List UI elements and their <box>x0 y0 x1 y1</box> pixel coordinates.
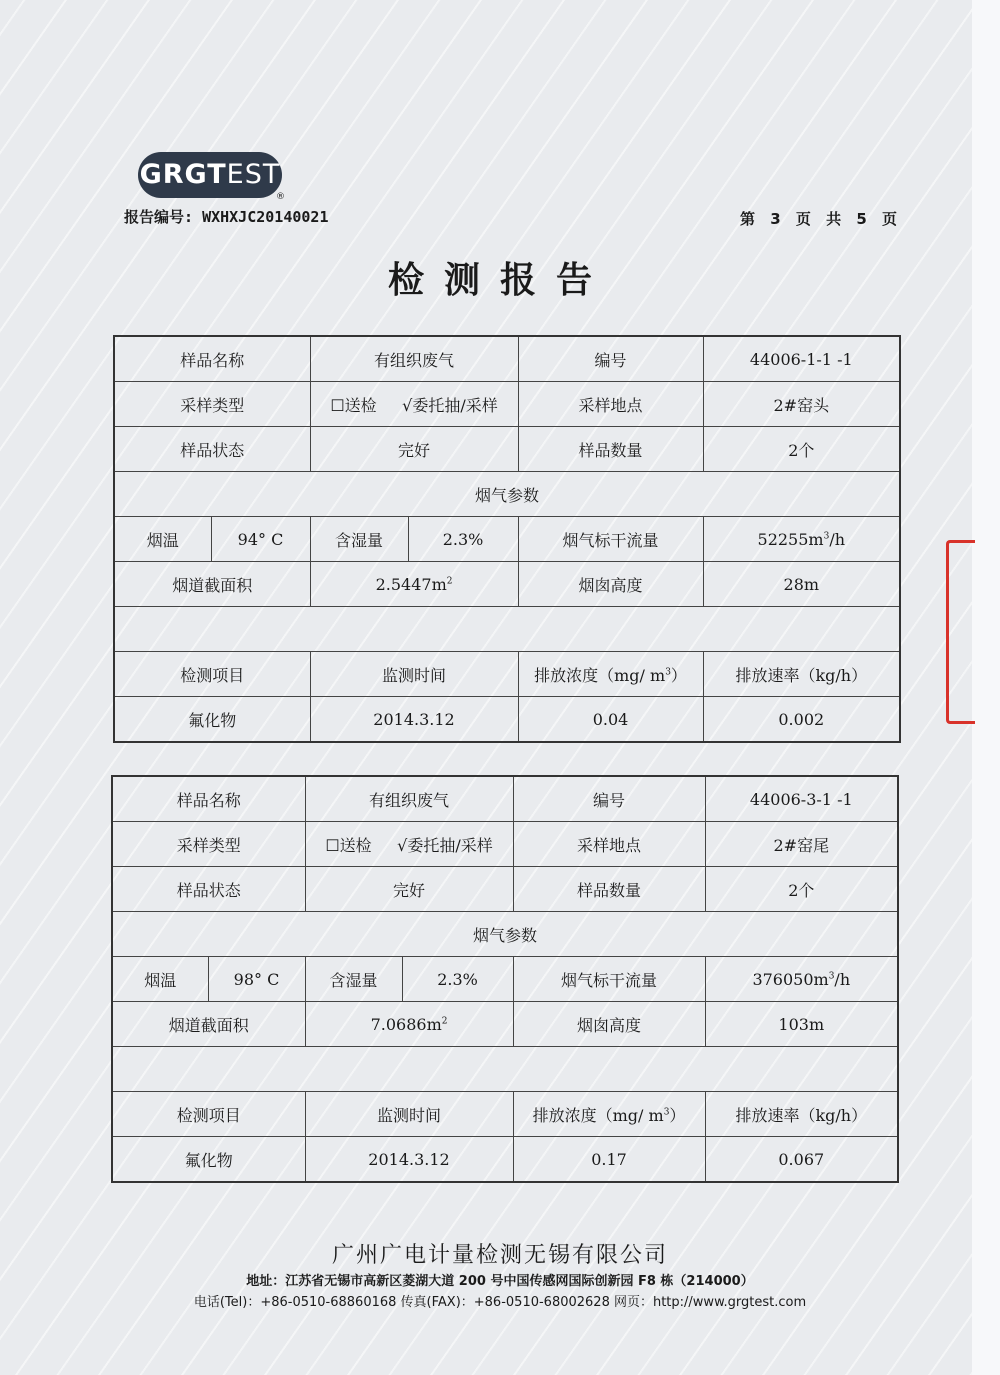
code-value: 44006-1-1 -1 <box>703 336 900 382</box>
table-row <box>112 1047 898 1092</box>
concentration-label-close: ） <box>670 665 687 685</box>
sample-name-value: 有组织废气 <box>305 776 513 822</box>
chimney-height-value: 28m <box>703 562 900 607</box>
table-row <box>112 776 898 822</box>
table-row <box>112 822 898 867</box>
table-row <box>112 1092 898 1137</box>
item-value: 氟化物 <box>112 1137 305 1183</box>
table-row <box>114 427 900 472</box>
concentration-label-text: 排放浓度（mg/ m <box>534 665 666 685</box>
item-label: 检测项目 <box>114 652 310 697</box>
duct-area-exponent: 2 <box>446 576 453 587</box>
flow-unit: /h <box>829 529 846 549</box>
flow-number: 52255m <box>757 529 824 549</box>
moisture-label: 含湿量 <box>310 517 408 562</box>
sample-state-value: 完好 <box>310 427 518 472</box>
flue-params-heading: 烟气参数 <box>114 472 900 517</box>
chimney-height-value: 103m <box>705 1002 898 1047</box>
table-row <box>112 1137 898 1183</box>
sample-state-label: 样品状态 <box>114 427 310 472</box>
table-row <box>114 517 900 562</box>
moisture-value: 2.3% <box>408 517 518 562</box>
rate-label: 排放速率（kg/h） <box>703 652 900 697</box>
concentration-value: 0.04 <box>518 697 703 743</box>
report-number-value: WXHXJC20140021 <box>202 208 329 226</box>
flow-exponent: 3 <box>823 531 830 542</box>
report-number <box>124 206 329 227</box>
time-label: 监测时间 <box>305 1092 513 1137</box>
sampling-type-option-submit: ☐送检 <box>325 835 372 855</box>
page-info: 第 3 页 共 5 页 <box>740 210 902 228</box>
red-stamp-fragment <box>946 540 975 724</box>
sampling-site-label: 采样地点 <box>518 382 703 427</box>
sampling-type-option-submit: ☐送检 <box>330 395 377 415</box>
chimney-height-label: 烟囱高度 <box>518 562 703 607</box>
duct-area-number: 7.0686m <box>370 1014 442 1034</box>
duct-area-number: 2.5447m <box>375 574 447 594</box>
rate-label: 排放速率（kg/h） <box>705 1092 898 1137</box>
concentration-value: 0.17 <box>513 1137 705 1183</box>
blank-row <box>114 607 900 652</box>
footer-company: 广州广电计量检测无锡有限公司 <box>331 1243 668 1268</box>
sampling-site-value: 2#窑头 <box>703 382 900 427</box>
flow-value <box>703 517 900 562</box>
duct-area-value <box>310 562 518 607</box>
sampling-type-option-entrusted: √委托抽/采样 <box>397 835 493 855</box>
footer-address: 地址：江苏省无锡市高新区菱湖大道 200 号中国传感网国际创新园 F8 栋（214000） <box>246 1274 754 1289</box>
table-row <box>112 1002 898 1047</box>
sampling-site-label: 采样地点 <box>513 822 705 867</box>
concentration-label-close: ） <box>669 1105 686 1125</box>
table-row <box>114 336 900 382</box>
sample-state-label: 样品状态 <box>112 867 305 912</box>
table-row <box>112 912 898 957</box>
sample-qty-label: 样品数量 <box>513 867 705 912</box>
time-label: 监测时间 <box>310 652 518 697</box>
duct-area-label: 烟道截面积 <box>112 1002 305 1047</box>
table-row <box>114 382 900 427</box>
rate-value: 0.067 <box>705 1137 898 1183</box>
flow-label: 烟气标干流量 <box>518 517 703 562</box>
sample-qty-label: 样品数量 <box>518 427 703 472</box>
sample-name-label: 样品名称 <box>114 336 310 382</box>
report-table-1 <box>113 335 901 743</box>
concentration-label <box>518 652 703 697</box>
footer-contact: 电话(Tel)：+86-0510-68860168 传真(FAX)：+86-0510-68002628 网页：http://www.grgtest.com <box>193 1295 807 1310</box>
rate-value: 0.002 <box>703 697 900 743</box>
item-label: 检测项目 <box>112 1092 305 1137</box>
code-value: 44006-3-1 -1 <box>705 776 898 822</box>
report-number-label: 报告编号: <box>124 208 194 226</box>
code-label: 编号 <box>518 336 703 382</box>
chimney-height-label: 烟囱高度 <box>513 1002 705 1047</box>
duct-area-value <box>305 1002 513 1047</box>
sampling-type-option-entrusted: √委托抽/采样 <box>402 395 498 415</box>
page-edge <box>972 0 1000 1375</box>
duct-area-label: 烟道截面积 <box>114 562 310 607</box>
blank-row <box>112 1047 898 1092</box>
flow-value <box>705 957 898 1002</box>
concentration-label-exponent: 3 <box>665 667 671 678</box>
flue-temp-label: 烟温 <box>114 517 211 562</box>
duct-area-exponent: 2 <box>441 1016 448 1027</box>
concentration-label-exponent: 3 <box>663 1107 670 1118</box>
flow-label: 烟气标干流量 <box>513 957 705 1002</box>
sampling-type-label: 采样类型 <box>114 382 310 427</box>
concentration-label <box>513 1092 705 1137</box>
logo-light-text: EST <box>226 159 281 190</box>
flue-temp-value: 94° C <box>211 517 310 562</box>
table-row <box>114 562 900 607</box>
item-value: 氟化物 <box>114 697 310 743</box>
flue-temp-value: 98° C <box>208 957 305 1002</box>
flow-exponent: 3 <box>828 971 835 982</box>
sampling-type-label: 采样类型 <box>112 822 305 867</box>
time-value: 2014.3.12 <box>310 697 518 743</box>
table-row <box>114 652 900 697</box>
table-row <box>114 697 900 743</box>
sample-name-label: 样品名称 <box>112 776 305 822</box>
moisture-label: 含湿量 <box>305 957 402 1002</box>
time-value: 2014.3.12 <box>305 1137 513 1183</box>
sample-qty-value: 2个 <box>703 427 900 472</box>
sampling-site-value: 2#窑尾 <box>705 822 898 867</box>
sampling-type-value <box>305 822 513 867</box>
flow-number: 376050m <box>752 969 829 989</box>
grgtest-logo <box>138 152 282 198</box>
sampling-type-value <box>310 382 518 427</box>
page-title: 检测报告 <box>387 260 612 301</box>
code-label: 编号 <box>513 776 705 822</box>
sample-state-value: 完好 <box>305 867 513 912</box>
table-row <box>114 607 900 652</box>
table-row <box>112 867 898 912</box>
flow-unit: /h <box>834 969 851 989</box>
concentration-label-text: 排放浓度（mg/ m <box>532 1105 664 1125</box>
logo-bold-text: GRGT <box>139 159 227 190</box>
flue-temp-label: 烟温 <box>112 957 208 1002</box>
flue-params-heading: 烟气参数 <box>112 912 898 957</box>
registered-mark: ® <box>276 192 285 202</box>
moisture-value: 2.3% <box>402 957 513 1002</box>
report-table-2 <box>111 775 899 1183</box>
table-row <box>114 472 900 517</box>
table-row <box>112 957 898 1002</box>
sample-qty-value: 2个 <box>705 867 898 912</box>
sample-name-value: 有组织废气 <box>310 336 518 382</box>
